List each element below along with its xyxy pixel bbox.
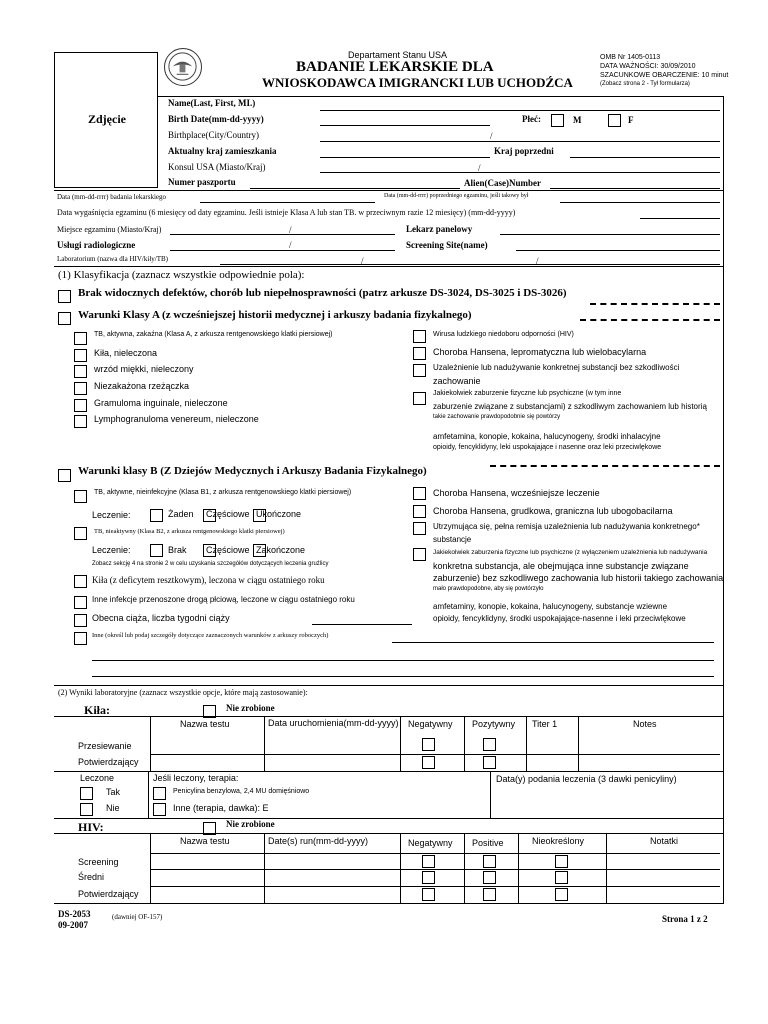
- class-b-tb-inactive-checkbox[interactable]: [74, 527, 87, 540]
- form-title-line1: BADANIE LEKARSKIE DLA: [296, 59, 494, 75]
- class-b-pregnancy-checkbox[interactable]: [74, 614, 87, 627]
- class-b-remission-label-cont: substancje: [433, 535, 472, 544]
- class-a-lymphogranuloma-label: Lymphogranuloma venereum, nieleczone: [94, 414, 259, 424]
- hiv-medium-neg-checkbox[interactable]: [422, 871, 435, 884]
- hiv-col-run-date: Date(s) run(mm-dd-yyyy): [268, 836, 369, 846]
- class-a-tb-checkbox[interactable]: [74, 332, 87, 345]
- other-therapy-checkbox[interactable]: [153, 803, 166, 816]
- birth-date-field[interactable]: [320, 125, 490, 126]
- b1-partial-label: Częściowe: [206, 509, 250, 519]
- class-a-drugs-label-1: amfetamina, konopie, kokaina, halucynogeny, środki inhalacyjne: [433, 432, 661, 441]
- see-section4-note: Zobacz sekcję 4 na stronie 2 w celu uzyskania szczegółów dotyczących leczenia gruźlicy: [92, 561, 329, 567]
- other-details-line-2[interactable]: [92, 660, 714, 661]
- sex-female-label: F: [628, 115, 634, 125]
- syphilis-screening-label: Przesiewanie: [78, 741, 132, 751]
- radiology-field[interactable]: [170, 250, 395, 251]
- no-defects-checkbox[interactable]: [58, 290, 71, 303]
- exam-place-field[interactable]: [170, 234, 395, 235]
- class-b-disorder-checkbox[interactable]: [413, 548, 426, 561]
- name-label: Name(Last, First, MI.): [168, 98, 256, 108]
- treated-no-label: Nie: [106, 803, 120, 813]
- class-b-std-checkbox[interactable]: [74, 596, 87, 609]
- syphilis-col-positive: Pozytywny: [472, 719, 516, 729]
- class-a-disorder-label: Jakiekolwiek zaburzenie fizyczne lub psychiczne (w tym inne: [433, 390, 622, 397]
- prev-exam-date-label: Data (mm-dd-rrrr) poprzedniego egzaminu, jeśli takowy był: [384, 193, 529, 199]
- class-b-other-label: Inne (określ lub podaj szczegóły dotyczące zaznaczonych warunków z arkuszy roboczych): [92, 632, 329, 639]
- hiv-confirm-label: Potwierdzający: [78, 889, 139, 899]
- treated-yes-label: Tak: [106, 787, 121, 797]
- b2-none-checkbox[interactable]: [150, 544, 163, 557]
- syphilis-col-notes: Notes: [633, 719, 657, 729]
- hiv-col-indeterminate: Nieokreślony: [532, 836, 585, 846]
- section1-title: (1) Klasyfikacja (zaznacz wszystkie odpowiednie pola):: [58, 269, 305, 281]
- b2-completed-label: Zakończone: [256, 545, 306, 555]
- residence-field[interactable]: [320, 157, 490, 158]
- class-b-disorder-label-4: mało prawdopodobne, aby się powtórzyło: [433, 586, 544, 592]
- syphilis-heading: Kiła:: [84, 703, 110, 717]
- other-therapy-label: Inne (terapia, dawka): E: [173, 803, 269, 813]
- b2-none-label: Brak: [168, 545, 187, 555]
- hiv-medium-ind-checkbox[interactable]: [555, 871, 568, 884]
- omb-burden: SZACUNKOWE OBARCZENIE: 10 minut: [600, 72, 729, 79]
- sex-female-checkbox[interactable]: [608, 114, 621, 127]
- hiv-col-notes: Notatki: [650, 836, 679, 846]
- page-number: Strona 1 z 2: [662, 914, 708, 924]
- panel-physician-label: Lekarz panelowy: [406, 224, 473, 234]
- class-a-tb-label: TB, aktywna, zakaźna (Klasa A, z arkusza rentgenowskiego klatki piersiowej): [94, 331, 333, 338]
- class-a-checkbox[interactable]: [58, 312, 71, 325]
- class-a-drugs-label-2: opioidy, fencyklidyny, leki uspokajające i nasenne oraz leki przeciwlękowe: [433, 444, 662, 451]
- syphilis-not-done-label: Nie zrobione: [226, 703, 275, 713]
- photo-label: Zdjęcie: [88, 112, 126, 126]
- class-a-chancroid-checkbox[interactable]: [74, 365, 87, 378]
- class-b-tb-inactive-label: TB, nieaktywny (Klasa B2, z arkusza rentgenowskiego klatki piersiowej): [94, 528, 285, 535]
- hiv-not-done-label: Nie zrobione: [226, 819, 275, 829]
- treated-label: Leczone: [80, 773, 115, 783]
- hiv-screening-pos-checkbox[interactable]: [483, 855, 496, 868]
- benzathine-checkbox[interactable]: [153, 787, 166, 800]
- screening-site-label: Screening Site(name): [406, 240, 488, 250]
- class-a-hiv-checkbox[interactable]: [413, 330, 426, 343]
- b1-none-checkbox[interactable]: [150, 509, 163, 522]
- class-b-drugs-label-2: opioidy, fencyklidyny, środki uspokajające-nasenne i leki przeciwlękowe: [433, 614, 686, 623]
- class-a-title: Warunki Klasy A (z wcześniejszej historii medycznej i arkuszy badania fizykalnego): [78, 309, 472, 321]
- passport-field[interactable]: [250, 188, 460, 189]
- class-b-std-label: Inne infekcje przenoszone drogą płciową, leczone w ciągu ostatniego roku: [92, 595, 355, 604]
- prev-country-field[interactable]: [570, 157, 720, 158]
- prev-exam-date-field[interactable]: [560, 202, 720, 203]
- section2-title: (2) Wyniki laboratoryjne (zaznacz wszystkie opcje, które mają zastosowanie):: [58, 688, 308, 697]
- class-a-syphilis-checkbox[interactable]: [74, 349, 87, 362]
- name-field[interactable]: [320, 110, 720, 111]
- class-a-chancroid-label: wrzód miękki, nieleczony: [94, 364, 194, 374]
- consul-label: Konsul USA (Miasto/Kraj): [168, 162, 266, 172]
- syphilis-col-run-date: Data uruchomienia(mm-dd-yyyy): [268, 718, 399, 728]
- hiv-col-test-name: Nazwa testu: [180, 836, 230, 846]
- prev-country-label: Kraj poprzedni: [494, 146, 554, 156]
- class-b-drugs-label-1: amfetaminy, konopie, kokaina, halucynogeny, substancje wziewne: [433, 602, 668, 611]
- class-b-remission-label: Utrzymująca się, pełna remisja uzależnienia lub nadużywania konkretnego*: [433, 522, 700, 531]
- pregnancy-weeks-field[interactable]: [312, 624, 412, 625]
- form-number: DS-2053: [58, 909, 91, 919]
- omb-note: (Zobacz strona 2 - Tył formularza): [600, 81, 690, 87]
- b1-completed-label: Ukończone: [256, 509, 302, 519]
- if-treated-label: Jeśli leczony, terapia:: [153, 773, 239, 783]
- class-a-syphilis-label: Kiła, nieleczona: [94, 348, 158, 358]
- class-a-gonorrhea-label: Niezakażona rzeżączka: [94, 381, 190, 391]
- class-b-other-checkbox[interactable]: [74, 632, 87, 645]
- other-details-line-3[interactable]: [92, 676, 714, 677]
- class-a-hansen-checkbox[interactable]: [413, 347, 426, 360]
- birthplace-label: Birthplace(City/Country): [168, 130, 259, 140]
- class-a-disorder-checkbox[interactable]: [413, 392, 426, 405]
- radiology-label: Usługi radiologiczne: [57, 240, 136, 250]
- omb-number: OMB Nr 1405-0113: [600, 54, 661, 61]
- hiv-confirm-pos-checkbox[interactable]: [483, 888, 496, 901]
- form-date: 09-2007: [58, 920, 88, 930]
- omb-expiry: DATA WAŻNOŚCI: 30/09/2010: [600, 63, 696, 70]
- hiv-screening-label: Screening: [78, 857, 119, 867]
- class-b-pregnancy-label: Obecna ciąża, liczba tygodni ciąży: [92, 613, 230, 623]
- consul-field[interactable]: [320, 172, 720, 173]
- lab-field[interactable]: [220, 264, 720, 265]
- expiry-label: Data wygaśnięcia egzaminu (6 miesięcy od daty egzaminu. Jeśli istnieje Klasa A lub stan TB. w przeciwnym razie 12 miesięcy) (mm-dd-yyyy): [57, 208, 516, 217]
- other-details-line-1[interactable]: [392, 642, 714, 643]
- class-b-disorder-label-2: konkretna substancja, ale obejmująca inne substancje związane: [433, 561, 689, 571]
- panel-physician-field[interactable]: [500, 234, 720, 235]
- hiv-col-positive: Positive: [472, 838, 504, 848]
- birth-date-label: Birth Date(mm-dd-yyyy): [168, 114, 264, 124]
- class-a-disorder-label-2: zaburzenie związane z substancjami) z szkodliwym zachowaniem lub historią: [433, 402, 707, 411]
- class-b-syphilis-label: Kiła (z deficytem resztkowym), leczona w ciągu ostatniego roku: [92, 575, 325, 585]
- sex-male-label: M: [573, 115, 582, 125]
- class-b-remission-checkbox[interactable]: [413, 522, 426, 535]
- class-b-hansen-prior-checkbox[interactable]: [413, 487, 426, 500]
- exam-date-label: Data (mm-dd-rrrr) badania lekarskiego: [57, 193, 167, 201]
- class-b-tb-active-checkbox[interactable]: [74, 490, 87, 503]
- class-a-substance-label: Uzależnienie lub nadużywanie konkretnej substancji bez szkodliwości: [433, 363, 680, 372]
- syphilis-col-titer: Titer 1: [532, 719, 558, 729]
- no-defects-label: Brak widocznych defektów, chorób lub niepełnosprawności (patrz arkusze DS-3024, DS-3025 i DS-3026): [78, 287, 567, 299]
- class-b-disorder-label: Jakiekolwiek zaburzenia fizyczne lub psychiczne (z wyłączeniem uzależnienia lub nadużywania: [433, 549, 708, 556]
- class-b-hansen-prior-label: Choroba Hansena, wcześniejsze leczenie: [433, 488, 600, 498]
- class-a-disorder-label-3: takie zachowanie prawdopodobnie się powtórzy: [433, 414, 561, 420]
- alien-number-label: Alien(Case)Number: [464, 178, 541, 188]
- class-b-title: Warunki klasy B (Z Dziejów Medycznych i Arkuszy Badania Fizykalnego): [78, 465, 427, 477]
- class-b-hansen-tuberculoid-checkbox[interactable]: [413, 505, 426, 518]
- lab-label: Laboratorium (nazwa dla HIV/kiły/TB): [57, 255, 168, 263]
- treatment-label-2: Leczenie:: [92, 545, 131, 555]
- passport-label: Numer paszportu: [168, 177, 236, 187]
- expiry-field[interactable]: [640, 218, 720, 219]
- exam-place-label: Miejsce egzaminu (Miasto/Kraj): [57, 225, 162, 234]
- sex-label: Płeć:: [522, 114, 541, 124]
- class-a-hiv-label: Wirusa ludzkiego niedoboru odporności (HIV): [433, 331, 574, 338]
- hiv-screening-ind-checkbox[interactable]: [555, 855, 568, 868]
- syphilis-screening-pos-checkbox[interactable]: [483, 738, 496, 751]
- class-a-hansen-label: Choroba Hansena, lepromatyczna lub wielobacylarna: [433, 347, 647, 357]
- treatment-label-1: Leczenie:: [92, 510, 131, 520]
- exam-date-field[interactable]: [200, 202, 375, 203]
- hiv-heading: HIV:: [78, 820, 104, 834]
- b1-none-label: Żaden: [168, 509, 194, 519]
- syphilis-confirm-pos-checkbox[interactable]: [483, 756, 496, 769]
- class-b-tb-active-label: TB, aktywne, nieinfekcyjne (Klasa B1, z arkusza rentgenowskiego klatki piersiowej): [94, 489, 352, 496]
- class-a-granuloma-label: Gramuloma inguinale, nieleczone: [94, 398, 228, 408]
- class-a-gonorrhea-checkbox[interactable]: [74, 382, 87, 395]
- class-b-syphilis-checkbox[interactable]: [74, 575, 87, 588]
- hiv-medium-label: Średni: [78, 872, 105, 882]
- department-name: Departament Stanu USA: [348, 50, 448, 60]
- class-b-hansen-tuberculoid-label: Choroba Hansena, grudkowa, graniczna lub ubogobacilarna: [433, 506, 673, 516]
- alien-number-field[interactable]: [550, 188, 720, 189]
- hiv-screening-neg-checkbox[interactable]: [422, 855, 435, 868]
- hiv-col-negative: Negatywny: [408, 838, 453, 848]
- hiv-medium-pos-checkbox[interactable]: [483, 871, 496, 884]
- formerly-label: (dawniej OF-157): [112, 913, 163, 921]
- us-seal: [164, 48, 202, 86]
- class-a-substance-checkbox[interactable]: [413, 364, 426, 377]
- hiv-confirm-neg-checkbox[interactable]: [422, 888, 435, 901]
- treated-yes-checkbox[interactable]: [80, 787, 93, 800]
- class-a-granuloma-checkbox[interactable]: [74, 399, 87, 412]
- class-b-disorder-label-3: zaburzenie) bez szkodliwego zachowania lub historii takiego zachowania: [433, 573, 724, 583]
- treated-no-checkbox[interactable]: [80, 803, 93, 816]
- syphilis-confirm-neg-checkbox[interactable]: [422, 756, 435, 769]
- sex-male-checkbox[interactable]: [551, 114, 564, 127]
- syphilis-confirm-label: Potwierdzający: [78, 757, 139, 767]
- residence-label: Aktualny kraj zamieszkania: [168, 146, 277, 156]
- class-a-lymphogranuloma-checkbox[interactable]: [74, 415, 87, 428]
- form-title-line2: WNIOSKODAWCA IMIGRANCKI LUB UCHODŹCA: [262, 75, 573, 90]
- dates-given-label: Data(y) podania leczenia (3 dawki penicyliny): [496, 774, 677, 784]
- syphilis-col-negative: Negatywny: [408, 719, 453, 729]
- screening-site-field[interactable]: [516, 250, 720, 251]
- class-a-substance-label-cont: zachowanie: [433, 376, 481, 386]
- syphilis-screening-neg-checkbox[interactable]: [422, 738, 435, 751]
- class-b-checkbox[interactable]: [58, 469, 71, 482]
- benzathine-label: Penicylina benzylowa, 2,4 MU domięśniowo: [173, 788, 310, 795]
- birthplace-field[interactable]: [320, 141, 720, 142]
- hiv-confirm-ind-checkbox[interactable]: [555, 888, 568, 901]
- b2-partial-label: Częściowe: [206, 545, 250, 555]
- syphilis-col-test-name: Nazwa testu: [180, 719, 230, 729]
